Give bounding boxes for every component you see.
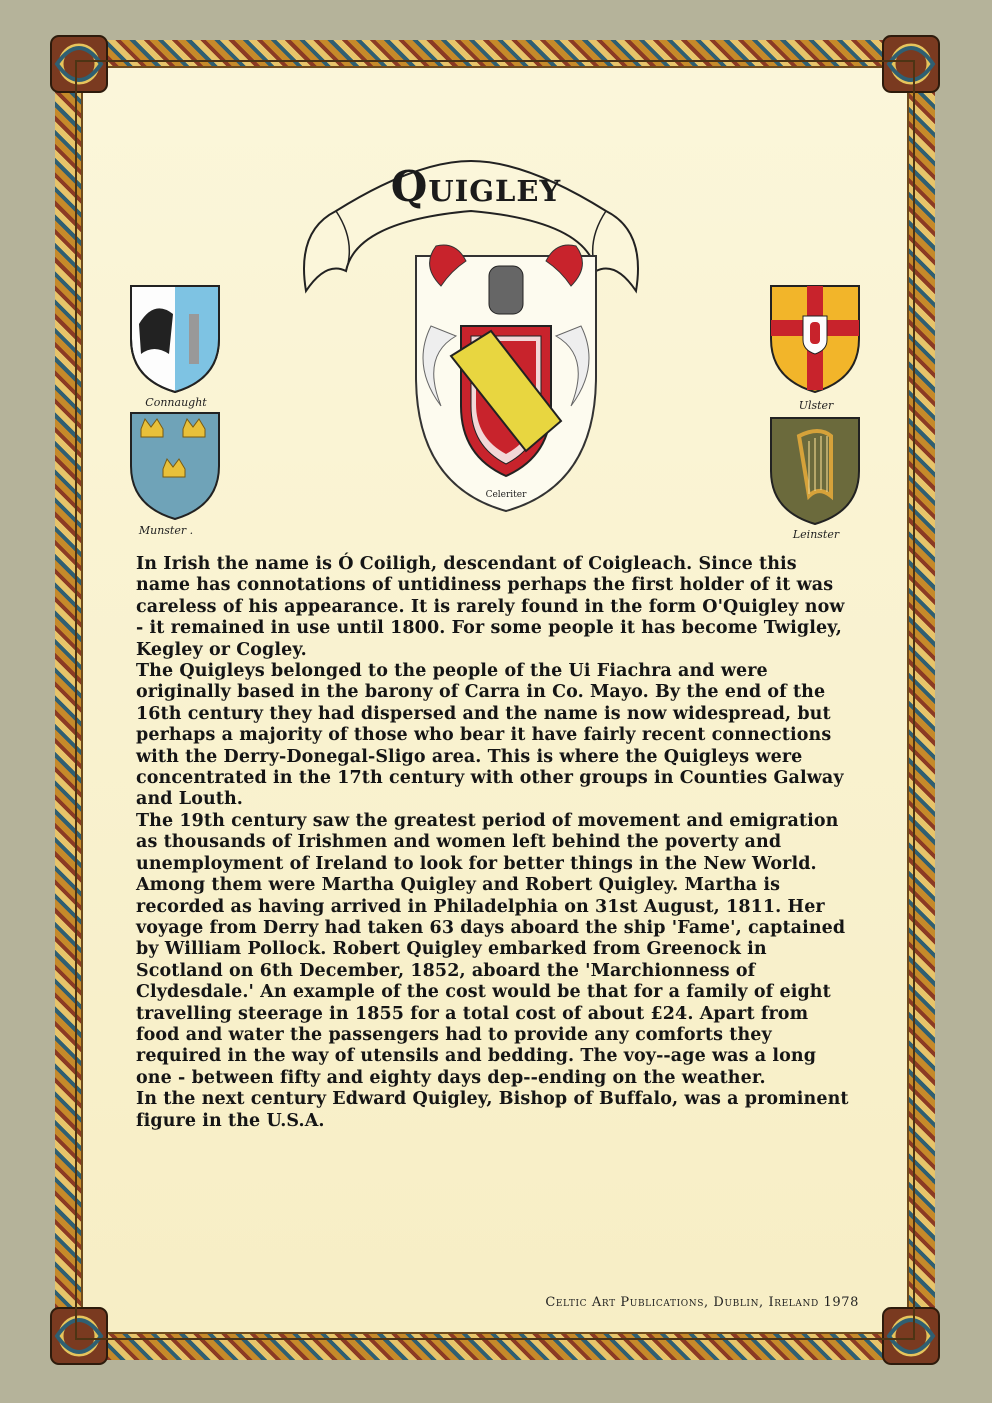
paragraph-distribution: The Quigleys belonged to the people of the Ui Fiachra and were originally based in the barony of Carra in Co. Mayo. By the end of the 16th century they had dispersed and the name is now widespread, but perhaps a majority of those who bear it have fairly recent connections with the Derry-Donegal-Sligo area. This is where the Quigleys were concentrated in the 17th century with other groups in Counties Galway and Louth. xyxy=(136,661,844,810)
family-name-title: Quigley xyxy=(390,162,562,211)
munster-shield xyxy=(129,411,221,521)
coat-of-arms-crest xyxy=(411,216,601,516)
leinster-label: Leinster xyxy=(792,528,840,541)
history-text xyxy=(136,554,856,1132)
certificate-page xyxy=(55,40,935,1360)
publisher-credit: Celtic Art Publications, Dublin, Ireland 1978 xyxy=(545,1295,859,1310)
ulster-shield xyxy=(769,284,861,394)
paragraph-emigration: The 19th century saw the greatest period of movement and emigration as thousands of Irishmen and women left behind the poverty and unemployment of Ireland to look for better things in the New World. Among them were Martha Quigley and Robert Quigley. Martha is recorded as having arrived in Philadelphia on 31st August, 1811. Her voyage from Derry had taken 63 days aboard the ship 'Fame', captained by William Pollock. Robert Quigley embarked from Greenock in Scotland on 6th December, 1852, aboard the 'Marchionness of Clydesdale.' An example of the cost would be that for a family of eight travelling steerage in 1855 for a total cost of about £24. Apart from food and water the passengers had to provide any comforts they required in the way of utensils and bedding. The voy--age was a long one - between fifty and eighty days dep--ending on the weather. xyxy=(136,810,846,1088)
celtic-knot-corner-icon xyxy=(879,32,943,96)
paragraph-bishop: In the next century Edward Quigley, Bishop of Buffalo, was a prominent figure in the U.S.A. xyxy=(136,1089,849,1131)
ulster-label: Ulster xyxy=(798,399,834,412)
leinster-shield xyxy=(769,416,861,526)
paragraph-origin: In Irish the name is Ó Coiligh, descendant of Coigleach. Since this name has connotations of untidiness perhaps the first holder of it was careless of his appearance. It is rarely found in the form O'Quigley now - it remained in use until 1800. For some people it has become Twigley, Kegley or Cogley. xyxy=(136,554,845,660)
connacht-shield xyxy=(129,284,221,394)
munster-label: Munster . xyxy=(138,524,194,537)
celtic-knot-corner-icon xyxy=(47,1304,111,1368)
celtic-knot-corner-icon xyxy=(47,32,111,96)
crest-motto: Celeriter xyxy=(485,490,527,500)
celtic-knot-corner-icon xyxy=(879,1304,943,1368)
connacht-label: Connaught xyxy=(145,396,207,409)
